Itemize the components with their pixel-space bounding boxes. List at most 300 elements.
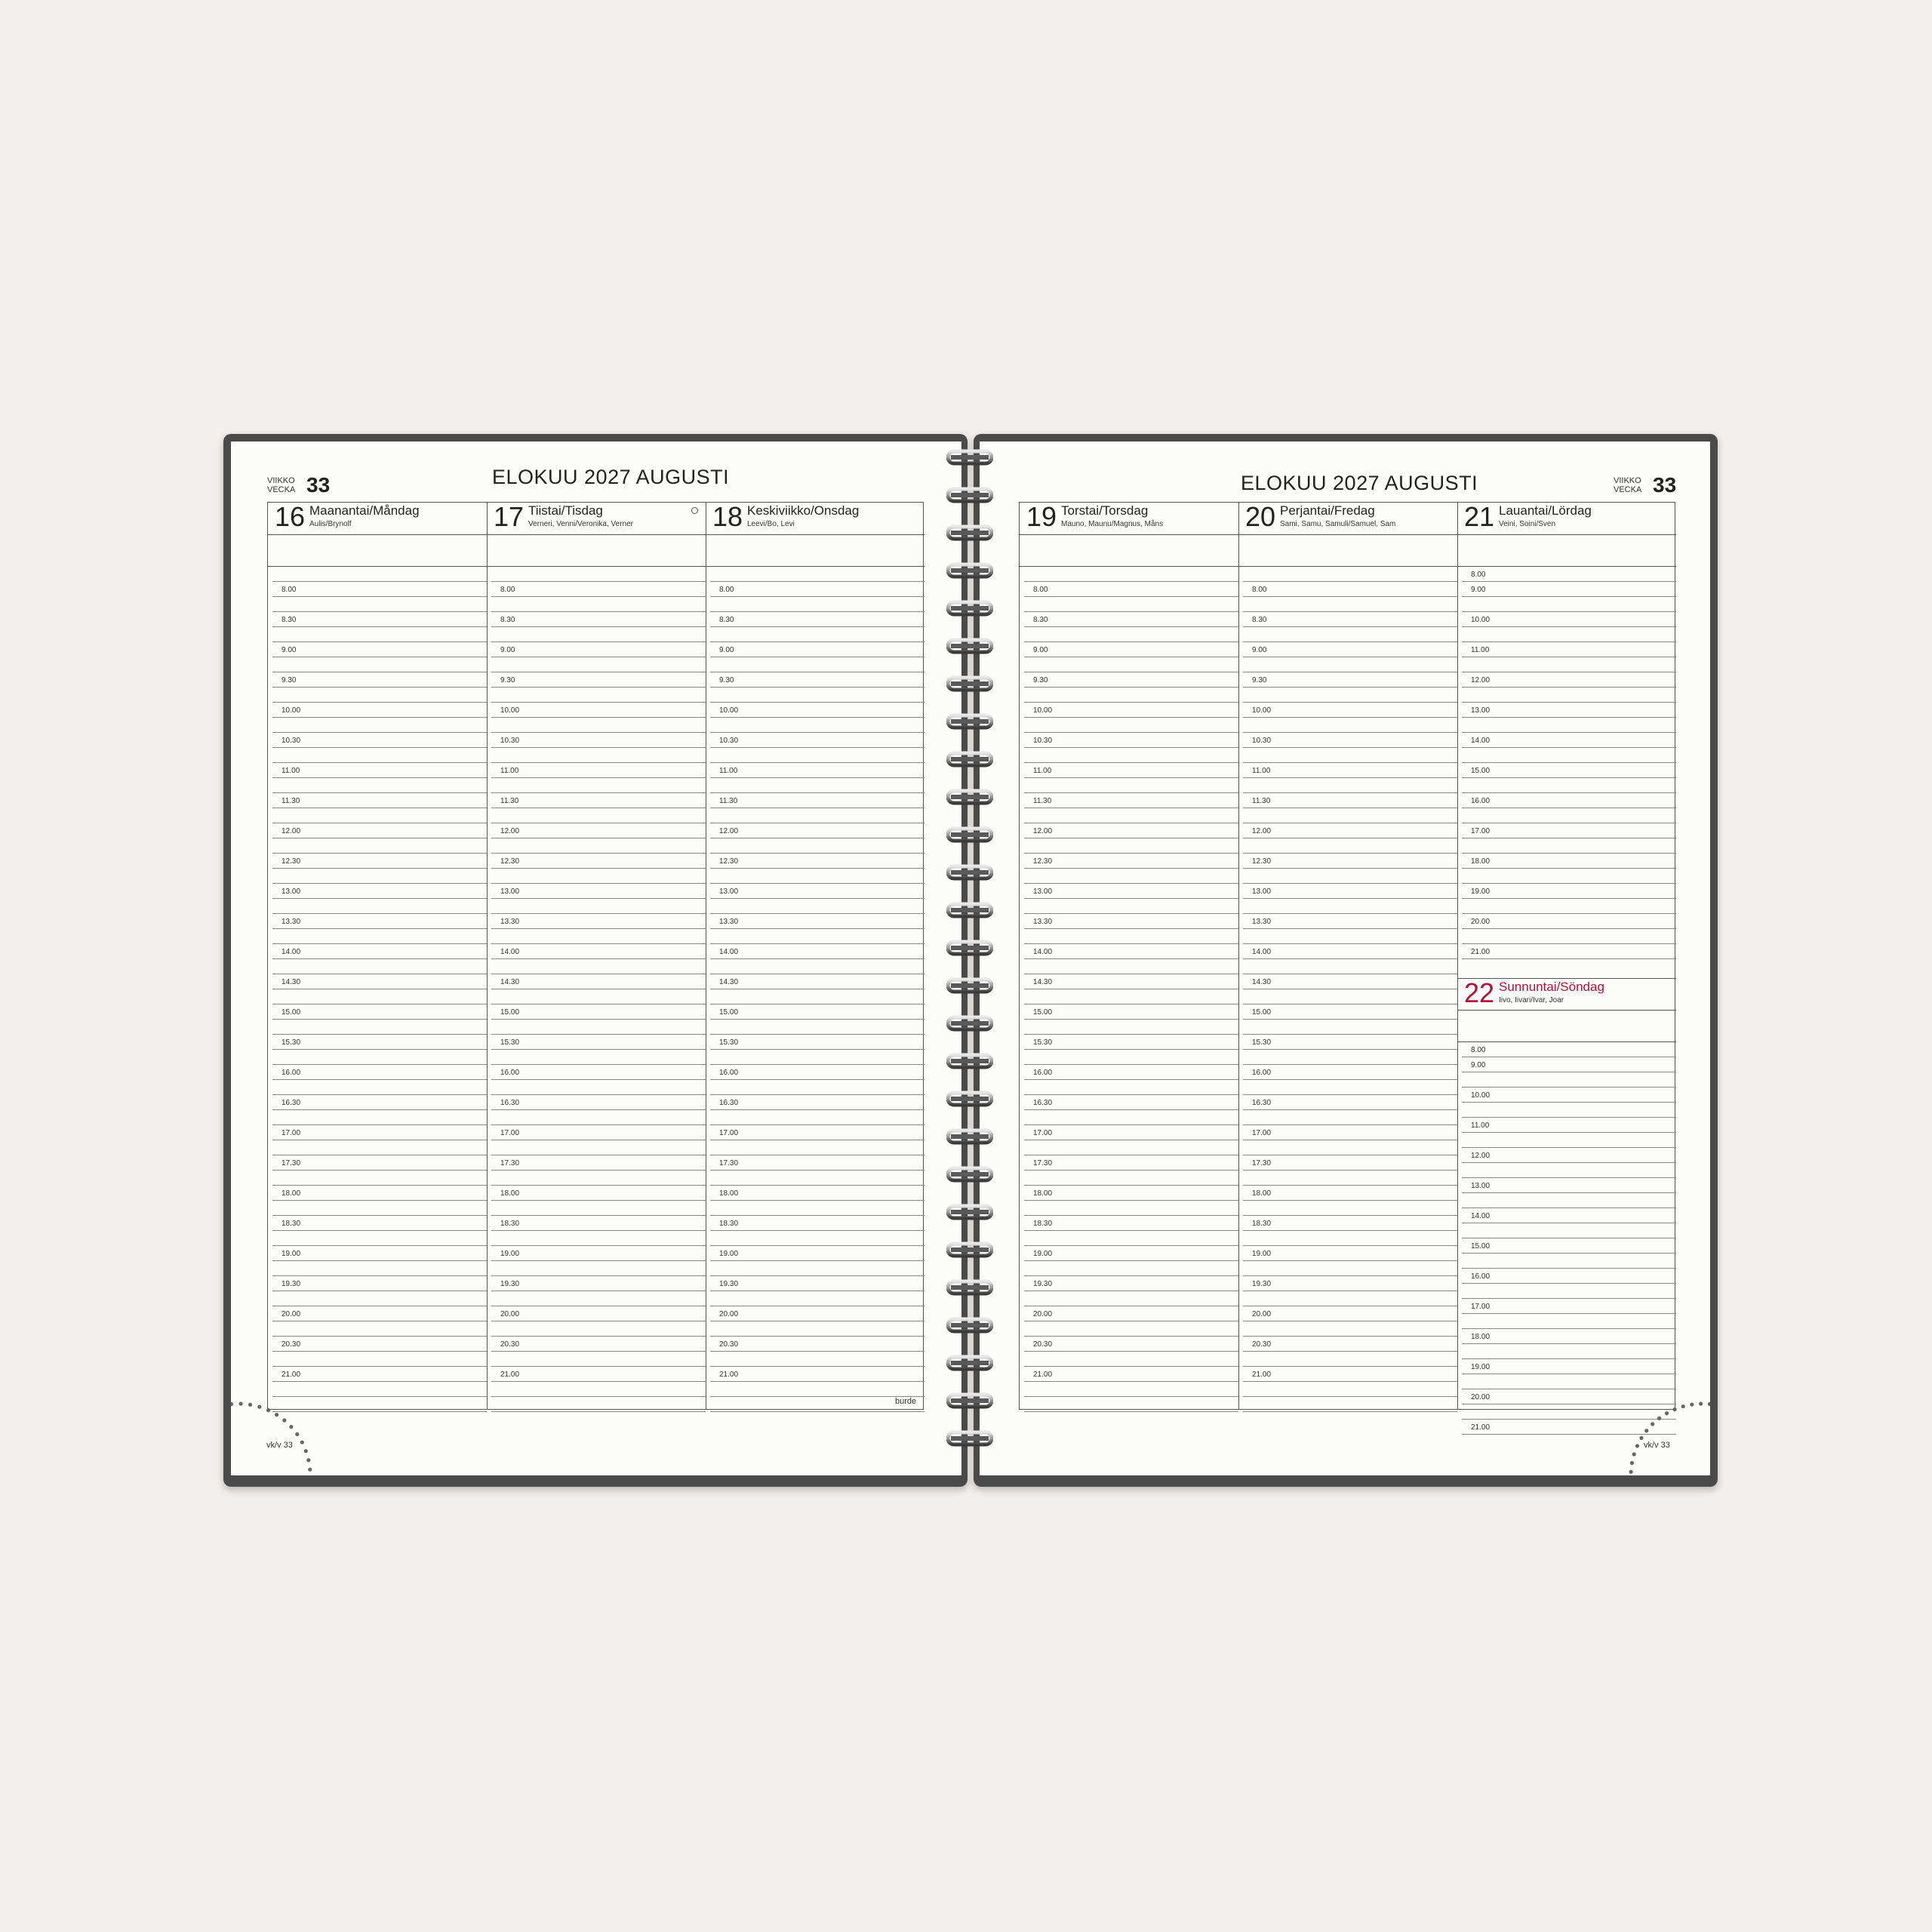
ruled-line [1024,1019,1238,1020]
brand-label: burde [895,1397,917,1406]
day-header [268,503,487,533]
time-slot-label: 14.00 [1252,948,1272,956]
ruled-line [491,1185,706,1186]
time-slot-label: 19.30 [719,1280,739,1288]
time-slot-label: 13.30 [1252,918,1272,926]
time-slot-label: 13.00 [1471,706,1491,715]
ruled-line [1243,1200,1457,1201]
ruled-line [710,1185,924,1186]
ruled-line [1462,687,1676,688]
time-slot-label: 14.30 [281,978,301,986]
ruled-line [491,1275,706,1276]
ruled-line [710,853,924,854]
name-days: Veini, Soini/Sven [1499,520,1556,528]
ruled-line [1024,868,1238,869]
week-label-fi: VIIKKO [1614,476,1641,485]
spiral-ring [946,1392,993,1409]
ruled-line [1462,958,1676,959]
time-slot-label: 8.30 [1252,616,1267,624]
time-slot-label: 13.00 [719,888,739,896]
time-slot-label: 18.00 [1471,1333,1491,1341]
ruled-line [1243,687,1457,688]
time-slot-label: 20.30 [500,1340,520,1349]
ruled-line [1024,1230,1238,1231]
ruled-line [1238,566,1457,567]
corner-dot [304,1449,308,1453]
time-slot-label: 18.30 [281,1220,301,1228]
time-slot-label: 11.00 [281,767,300,775]
time-slot-label: 10.30 [1252,737,1272,745]
time-slot-label: 19.00 [281,1250,301,1258]
spiral-ring [946,864,993,881]
ruled-line [1243,1079,1457,1080]
time-slot-label: 13.30 [281,918,301,926]
ruled-line [272,1275,487,1276]
ruled-line [1024,732,1238,733]
ruled-line [1024,853,1238,854]
ruled-line [491,792,706,793]
time-slot-label: 10.00 [500,706,520,715]
day-header [706,503,924,533]
time-slot-label: 11.30 [719,797,738,805]
time-slot-label: 12.00 [1471,676,1491,685]
spiral-ring [946,675,993,692]
time-slot-label: 19.30 [500,1280,520,1288]
ruled-line [1243,1094,1457,1095]
spiral-ring [946,713,993,730]
day-number: 21 [1464,501,1495,532]
spiral-ring [946,1091,993,1107]
time-slot-label: 15.00 [500,1008,520,1017]
ruled-line [1462,732,1676,733]
time-slot-label: 20.00 [1033,1310,1053,1318]
ruled-line [491,687,706,688]
time-slot-label: 8.30 [500,616,515,624]
ruled-line [1462,943,1676,944]
ruled-line [1457,534,1676,535]
time-slot-label: 10.30 [281,737,301,745]
ruled-line [272,747,487,748]
spiral-ring [946,751,993,768]
ruled-line [1457,1041,1676,1042]
time-slot-label: 15.30 [719,1038,739,1047]
day-header [1238,503,1457,533]
ruled-line [1462,717,1676,718]
sunday-header [1457,979,1676,1009]
ruled-line [491,717,706,718]
time-slot-label: 10.30 [719,737,739,745]
ruled-line [491,1245,706,1246]
time-slot-label: 9.00 [1252,646,1267,654]
ruled-line [1243,1411,1457,1412]
spiral-ring [946,977,993,994]
ruled-line [491,1124,706,1125]
time-slot-label: 21.00 [1252,1371,1272,1379]
ruled-line [272,1170,487,1171]
time-slot-label: 16.30 [281,1099,301,1107]
ruled-line [272,1215,487,1216]
ruled-line [491,1049,706,1050]
ruled-line [1024,1079,1238,1080]
ruled-line [272,958,487,959]
time-slot-label: 20.00 [500,1310,520,1318]
ruled-line [491,1396,706,1397]
time-slot-label: 16.30 [500,1099,520,1107]
ruled-line [1243,1245,1457,1246]
ruled-line [272,777,487,778]
right-page [980,441,1710,1475]
spiral-ring [946,789,993,805]
ruled-line [710,1245,924,1246]
time-slot-label: 8.30 [281,616,297,624]
time-slot-label: 9.00 [1471,1061,1486,1069]
ruled-line [491,1351,706,1352]
ruled-line [491,732,706,733]
ruled-line [710,1200,924,1201]
ruled-line [272,868,487,869]
ruled-line [272,913,487,914]
ruled-line [1457,566,1676,567]
ruled-line [1024,687,1238,688]
ruled-line [1462,883,1676,884]
time-slot-label: 9.00 [281,646,297,654]
ruled-line [710,883,924,884]
ruled-line [491,1170,706,1171]
day-number: 19 [1026,501,1057,532]
day-name: Lauantai/Lördag [1499,503,1592,518]
time-slot-label: 13.00 [500,888,520,896]
time-slot-label: 14.00 [719,948,739,956]
ruled-line [1462,1102,1676,1103]
time-slot-label: 18.00 [1033,1189,1053,1198]
time-slot-label: 20.30 [281,1340,301,1349]
time-slot-label: 17.00 [719,1129,739,1137]
ruled-line [272,581,487,582]
time-slot-label: 15.00 [719,1008,739,1017]
page-title: ELOKUU 2027 AUGUSTI [1241,472,1478,494]
time-slot-label: 17.00 [1033,1129,1053,1137]
ruled-line [1024,1351,1238,1352]
week-grid-right [1019,501,1675,1432]
time-slot-label: 12.00 [281,827,301,835]
spiral-ring [946,1204,993,1220]
corner-dot [248,1403,252,1407]
spiral-ring [946,1128,993,1145]
ruled-line [1243,1351,1457,1352]
spiral-ring [946,525,993,541]
ruled-line [272,928,487,929]
ruled-line [1024,1170,1238,1171]
name-days: Mauno, Maunu/Magnus, Måns [1061,520,1164,528]
ruled-line [1024,717,1238,718]
ruled-line [1024,1336,1238,1337]
ruled-line [1243,853,1457,854]
ruled-line [1243,943,1457,944]
ruled-line [710,898,924,899]
ruled-line [272,626,487,627]
ruled-line [491,1109,706,1110]
ruled-line [1462,581,1676,582]
ruled-line [1024,747,1238,748]
ruled-line [710,641,924,642]
corner-dot [295,1432,299,1436]
time-slot-label: 16.00 [1252,1069,1272,1077]
ruled-line [1024,611,1238,612]
spiral-ring [946,562,993,579]
time-slot-label: 19.00 [1252,1250,1272,1258]
time-slot-label: 14.00 [281,948,301,956]
time-slot-label: 8.00 [500,586,515,594]
ruled-line [706,534,924,535]
time-slot-label: 11.30 [281,797,300,805]
time-slot-label: 13.00 [281,888,301,896]
ruled-line [491,1064,706,1065]
time-slot-label: 11.00 [1252,767,1271,775]
day-column-friday[interactable] [1238,503,1458,1409]
ruled-line [1462,596,1676,597]
ruled-line [272,687,487,688]
day-number: 22 [1464,977,1495,1008]
ruled-line [1024,943,1238,944]
ruled-line [491,762,706,763]
corner-dot [282,1418,286,1422]
time-slot-label: 18.30 [1252,1220,1272,1228]
ruled-line [1243,626,1457,627]
time-slot-label: 10.00 [281,706,301,715]
time-slot-label: 8.30 [719,616,734,624]
time-slot-label: 15.30 [500,1038,520,1047]
ruled-line [1243,762,1457,763]
spiral-ring [946,1166,993,1183]
page-title: ELOKUU 2027 AUGUSTI [492,466,730,488]
ruled-line [272,717,487,718]
time-slot-label: 9.00 [1471,586,1486,594]
time-slot-label: 12.00 [1252,827,1272,835]
ruled-line [491,641,706,642]
time-slot-label: 13.00 [1471,1182,1491,1190]
ruled-line [1462,1298,1676,1299]
time-slot-label: 14.00 [1471,1212,1491,1220]
ruled-line [272,1094,487,1095]
ruled-line [1024,626,1238,627]
ruled-line [710,596,924,597]
spiral-ring [946,1355,993,1371]
ruled-line [1243,1109,1457,1110]
ruled-line [710,717,924,718]
time-slot-label: 16.00 [1471,1272,1491,1281]
ruled-line [710,611,924,612]
time-slot-label: 15.30 [1033,1038,1053,1047]
time-slot-label: 21.00 [1471,948,1491,956]
time-slot-label: 17.30 [719,1159,739,1168]
day-name: Keskiviikko/Onsdag [747,503,860,518]
ruled-line [1243,596,1457,597]
day-column-weekend[interactable] [1457,501,1676,1432]
ruled-line [491,1336,706,1337]
corner-dot [1651,1422,1654,1426]
ruled-line [1024,1094,1238,1095]
day-name: Tiistai/Tisdag [528,503,603,518]
day-column-thursday[interactable] [1020,503,1239,1409]
time-slot-label: 11.30 [1033,797,1052,805]
time-slot-label: 16.00 [719,1069,739,1077]
ruled-line [1024,1109,1238,1110]
ruled-line [272,1064,487,1065]
time-slot-label: 18.30 [1033,1220,1053,1228]
time-slot-label: 17.00 [1471,827,1491,835]
time-slot-label: 15.00 [1471,1242,1491,1251]
time-slot-label: 8.00 [1471,1046,1486,1054]
ruled-line [1024,1215,1238,1216]
day-header [1020,503,1238,533]
time-slot-label: 14.00 [500,948,520,956]
time-slot-label: 16.00 [1471,797,1491,805]
ruled-line [268,534,487,535]
time-slot-label: 16.30 [1033,1099,1053,1107]
corner-dot [275,1413,278,1417]
ruled-line [272,1185,487,1186]
ruled-line [1462,853,1676,854]
spiral-ring [946,1317,993,1334]
day-column-tuesday[interactable] [487,503,706,1409]
time-slot-label: 9.00 [719,646,734,654]
ruled-line [1024,958,1238,959]
ruled-line [272,1019,487,1020]
time-slot-label: 14.00 [1471,737,1491,745]
time-slot-label: 21.00 [1471,1423,1491,1432]
corner-dot [1681,1404,1685,1408]
corner-dot [1639,1436,1643,1440]
ruled-line [1462,1192,1676,1193]
time-slot-label: 15.00 [281,1008,301,1017]
corner-dot [1708,1402,1710,1406]
time-slot-label: 8.30 [1033,616,1048,624]
corner-dot [1644,1429,1648,1432]
corner-dot [238,1401,242,1405]
time-slot-label: 9.30 [719,676,734,685]
week-number: 33 [306,473,331,497]
ruled-line [710,1170,924,1171]
time-slot-label: 14.30 [500,978,520,986]
ruled-line [491,1366,706,1367]
ruled-line [491,702,706,703]
ruled-line [491,777,706,778]
ruled-line [1243,1381,1457,1382]
time-slot-label: 17.00 [1252,1129,1272,1137]
ruled-line [710,1411,924,1412]
ruled-line [272,1260,487,1261]
ruled-line [710,1215,924,1216]
ruled-line [1024,702,1238,703]
time-slot-label: 21.00 [1033,1371,1053,1379]
time-slot-label: 17.30 [1252,1159,1272,1168]
time-slot-label: 18.00 [1252,1189,1272,1198]
ruled-line [491,611,706,612]
ruled-line [1024,1064,1238,1065]
ruled-line [1243,611,1457,612]
ruled-line [1462,928,1676,929]
ruled-line [710,777,924,778]
ruled-line [710,687,924,688]
ruled-line [491,1260,706,1261]
time-slot-label: 13.00 [1252,888,1272,896]
corner-dot [1630,1461,1634,1465]
ruled-line [1243,1064,1457,1065]
ruled-line [1462,702,1676,703]
time-slot-label: 17.30 [281,1159,301,1168]
ruled-line [272,1200,487,1201]
page-footer: vk/v 33 [266,1441,293,1450]
time-slot-label: 15.00 [1471,767,1491,775]
ruled-line [1243,1396,1457,1397]
spiral-ring [946,638,993,654]
ruled-line [710,1230,924,1231]
time-slot-label: 20.00 [281,1310,301,1318]
time-slot-label: 16.00 [1033,1069,1053,1077]
ruled-line [1462,1087,1676,1088]
time-slot-label: 11.00 [1471,646,1490,654]
time-slot-label: 8.00 [1252,586,1267,594]
time-slot-label: 10.30 [500,737,520,745]
ruled-line [1462,792,1676,793]
ruled-line [272,1336,487,1337]
ruled-line [1243,1185,1457,1186]
ruled-line [1462,868,1676,869]
ruled-line [487,566,706,567]
ruled-line [706,566,924,567]
time-slot-label: 12.00 [1471,1152,1491,1160]
day-number: 20 [1245,501,1276,532]
ruled-line [1024,777,1238,778]
ruled-line [272,943,487,944]
day-column-monday[interactable] [268,503,488,1409]
ruled-line [1243,1034,1457,1035]
time-slot-label: 11.30 [500,797,519,805]
time-slot-label: 18.00 [281,1189,301,1198]
name-days: Verneri, Venni/Veronika, Verner [528,520,633,528]
corner-dots-decoration [231,1400,314,1475]
time-slot-label: 11.00 [1033,767,1052,775]
time-slot-label: 10.00 [1033,706,1053,715]
time-slot-label: 16.30 [719,1099,739,1107]
ruled-line [272,883,487,884]
ruled-line [1243,883,1457,884]
ruled-line [1243,777,1457,778]
ruled-line [1462,1268,1676,1269]
ruled-line [710,1049,924,1050]
time-slot-label: 17.00 [500,1129,520,1137]
week-label-fi: VIIKKO [267,476,295,485]
ruled-line [272,1381,487,1382]
ruled-line [1024,1049,1238,1050]
time-slot-label: 8.00 [1033,586,1048,594]
day-name: Torstai/Torsdag [1061,503,1149,518]
time-slot-label: 8.00 [281,586,297,594]
corner-dot [300,1441,304,1444]
ruled-line [1243,717,1457,718]
spiral-ring [946,1279,993,1296]
ruled-line [491,883,706,884]
week-label-sv: VECKA [1614,485,1642,494]
time-slot-label: 12.00 [1033,827,1053,835]
corner-dot [1629,1470,1633,1474]
ruled-line [272,1366,487,1367]
time-slot-label: 11.00 [500,767,519,775]
day-column-wednesday[interactable] [706,503,924,1409]
corner-dot [306,1458,310,1462]
ruled-line [487,534,706,535]
ruled-line [1243,732,1457,733]
